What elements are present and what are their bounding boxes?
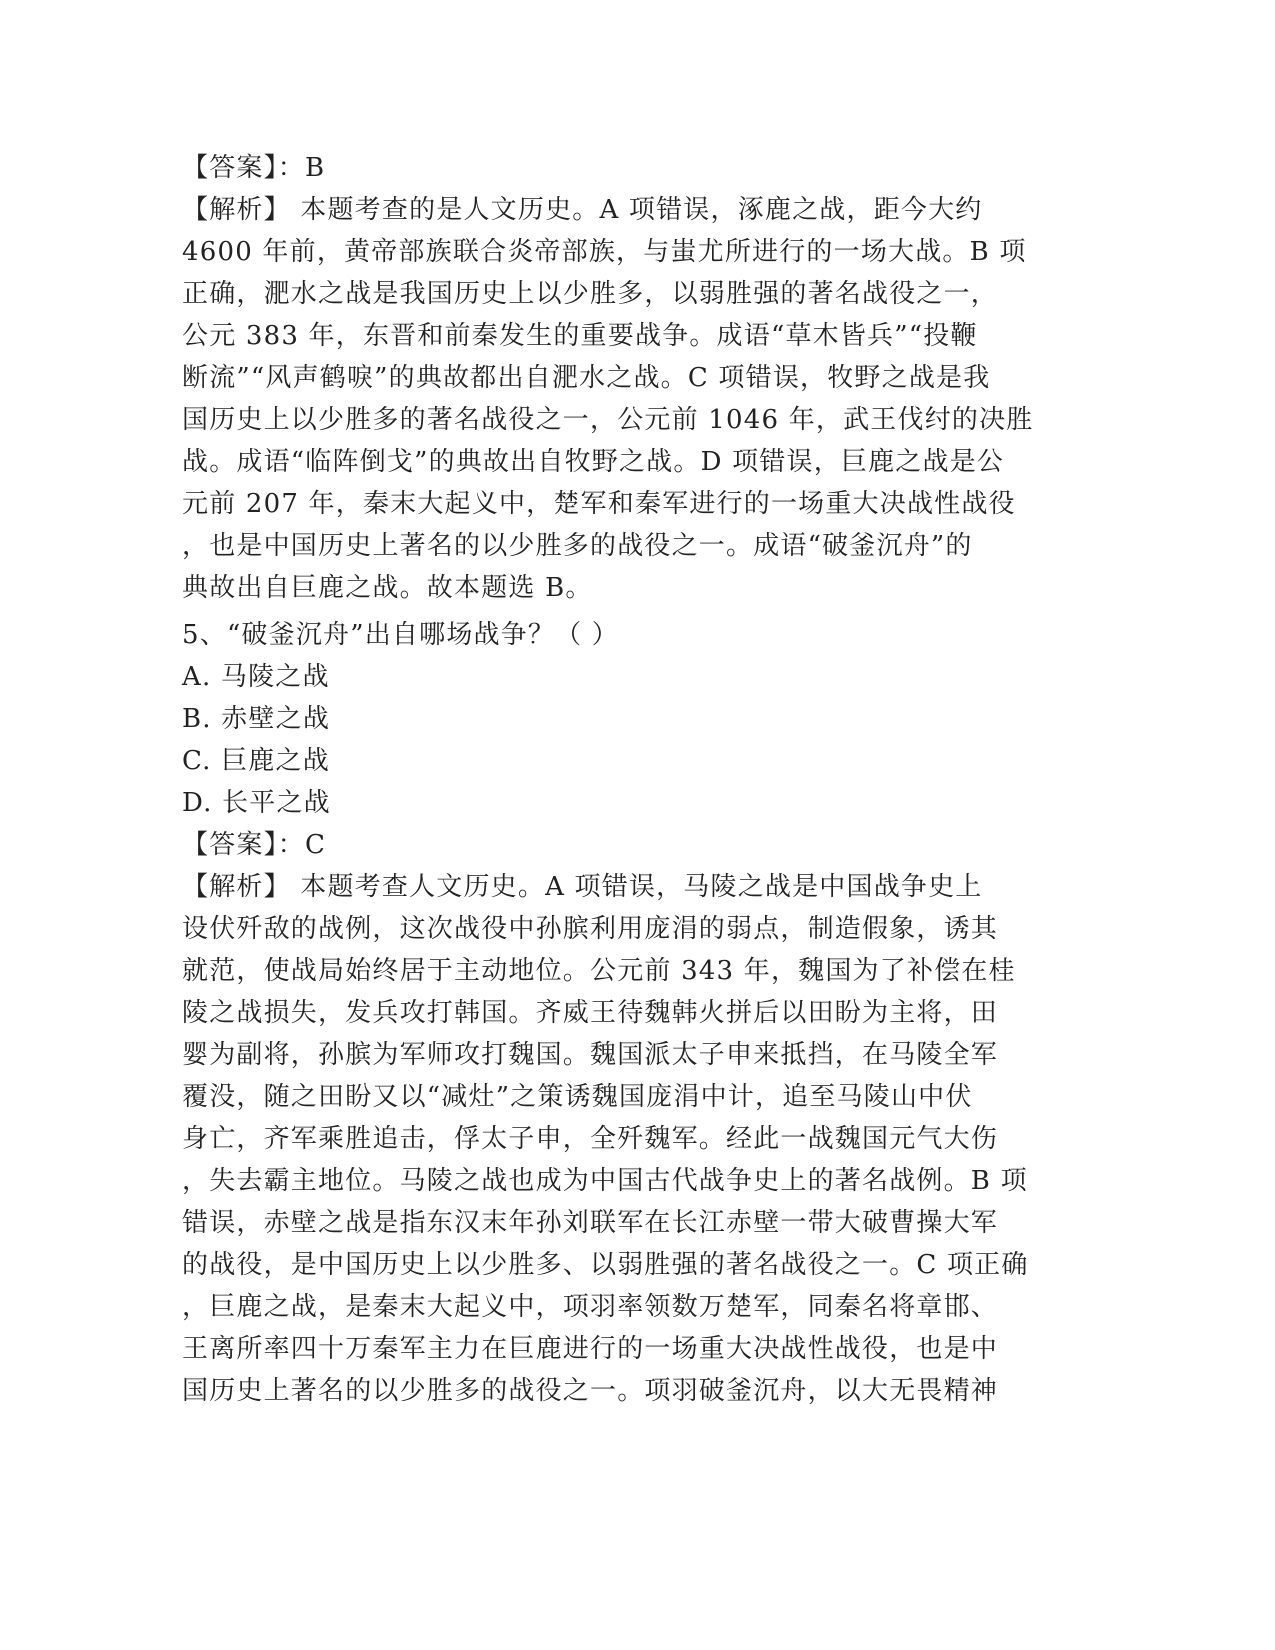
option-d: D. 长平之战 <box>182 788 331 818</box>
analysis-line: 设伏歼敌的战例，这次战役中孙膑利用庞涓的弱点，制造假象，诱其 <box>182 914 999 944</box>
question-4-answer-block <box>182 147 1062 609</box>
analysis-line: 国历史上以少胜多的著名战役之一，公元前 1046 年，武王伐纣的决胜 <box>182 405 1034 435</box>
analysis-line: 断流”“风声鹤唳”的典故都出自淝水之战。C 项错误，牧野之战是我 <box>182 363 991 393</box>
option-c: C. 巨鹿之战 <box>182 746 330 776</box>
analysis-line: 身亡，齐军乘胜追击，俘太子申，全歼魏军。经此一战魏国元气大伤 <box>182 1124 999 1154</box>
question-5-block <box>182 614 1062 1412</box>
analysis-line: 错误，赤壁之战是指东汉末年孙刘联军在长江赤壁一带大破曹操大军 <box>182 1208 999 1238</box>
analysis-line: 【解析】 本题考查人文历史。A 项错误，马陵之战是中国战争史上 <box>182 872 983 902</box>
analysis-line: 典故出自巨鹿之战。故本题选 B。 <box>182 573 593 603</box>
analysis-line: ，巨鹿之战，是秦末大起义中，项羽率领数万楚军，同秦名将章邯、 <box>182 1292 999 1322</box>
analysis-line: 正确，淝水之战是我国历史上以少胜多，以弱胜强的著名战役之一， <box>182 279 999 309</box>
analysis-line: 国历史上著名的以少胜多的战役之一。项羽破釜沉舟，以大无畏精神 <box>182 1376 999 1406</box>
analysis-line: ，失去霸主地位。马陵之战也成为中国古代战争史上的著名战例。B 项 <box>182 1166 1028 1196</box>
analysis-line: 陵之战损失，发兵攻打韩国。齐威王待魏韩火拼后以田盼为主将，田 <box>182 998 999 1028</box>
analysis-line: 公元 383 年，东晋和前秦发生的重要战争。成语“草木皆兵”“投鞭 <box>182 321 978 351</box>
answer-line: 【答案】：B <box>182 153 326 183</box>
analysis-line: 就范，使战局始终居于主动地位。公元前 343 年，魏国为了补偿在桂 <box>182 956 1016 986</box>
option-b: B. 赤壁之战 <box>182 704 331 734</box>
analysis-line: 的战役，是中国历史上以少胜多、以弱胜强的著名战役之一。C 项正确 <box>182 1250 1029 1280</box>
analysis-line: 婴为副将，孙膑为军师攻打魏国。魏国派太子申来抵挡，在马陵全军 <box>182 1040 999 1070</box>
answer-line: 【答案】：C <box>182 830 327 860</box>
analysis-line: 覆没，随之田盼又以“减灶”之策诱魏国庞涓中计，追至马陵山中伏 <box>182 1082 973 1112</box>
option-a: A. 马陵之战 <box>182 662 330 692</box>
analysis-line: 战。成语“临阵倒戈”的典故出自牧野之战。D 项错误，巨鹿之战是公 <box>182 447 1005 477</box>
analysis-line: ，也是中国历史上著名的以少胜多的战役之一。成语“破釜沉舟”的 <box>182 531 973 561</box>
analysis-line: 元前 207 年，秦末大起义中，楚军和秦军进行的一场重大决战性战役 <box>182 489 1016 519</box>
analysis-line: 王离所率四十万秦军主力在巨鹿进行的一场重大决战性战役，也是中 <box>182 1334 999 1364</box>
question-text: 5、“破釜沉舟”出自哪场战争？（ ） <box>182 620 619 650</box>
analysis-line: 4600 年前，黄帝部族联合炎帝部族，与蚩尤所进行的一场大战。B 项 <box>182 237 1027 267</box>
analysis-line: 【解析】 本题考查的是人文历史。A 项错误，涿鹿之战，距今大约 <box>182 195 983 225</box>
